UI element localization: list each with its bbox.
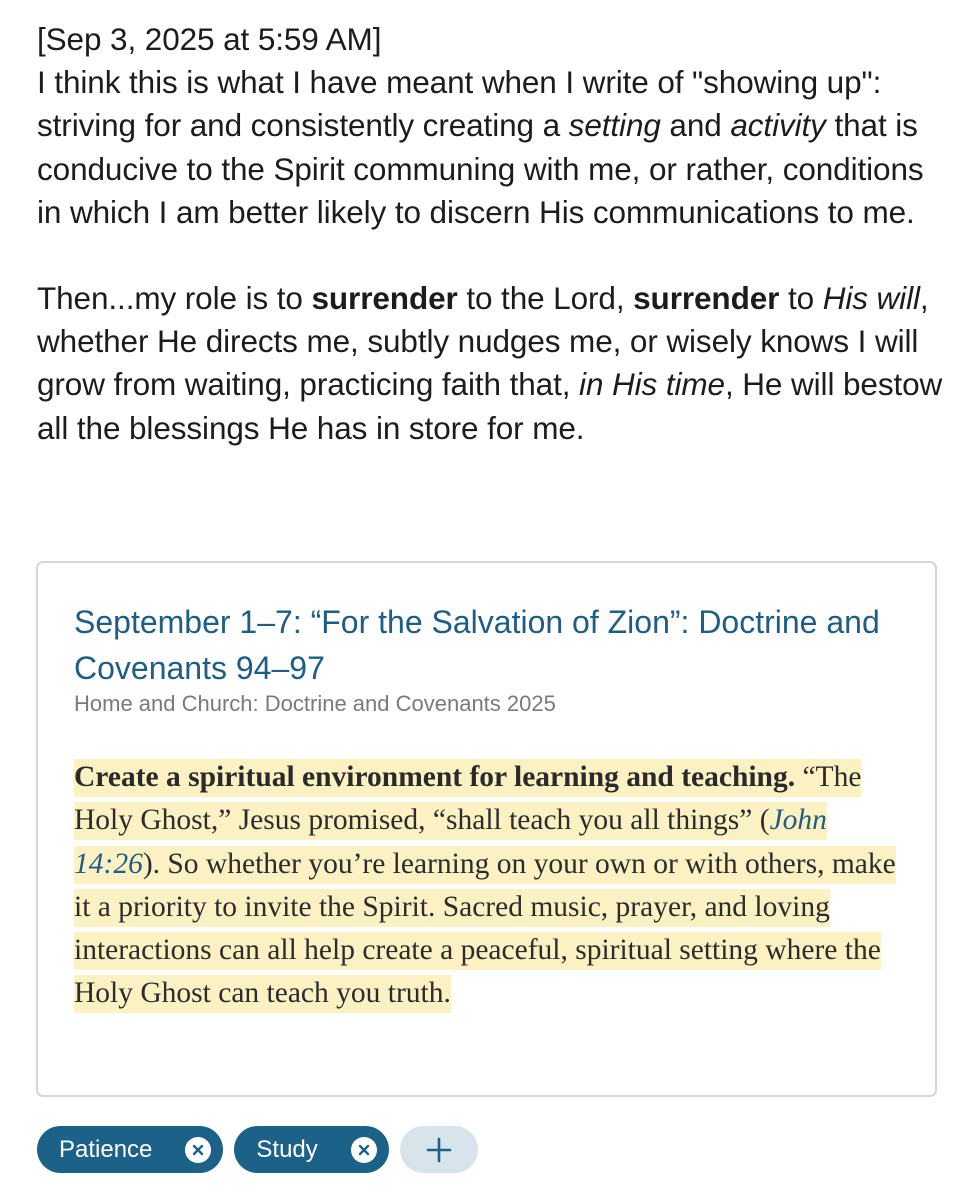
linked-content-card[interactable] <box>36 561 937 1097</box>
close-icon[interactable] <box>351 1137 377 1163</box>
close-icon[interactable] <box>185 1137 211 1163</box>
tag-label: Study <box>256 1135 318 1163</box>
scripture-link[interactable]: John 14:26 <box>74 804 827 880</box>
tag-patience[interactable] <box>37 1126 223 1173</box>
entry-timestamp: [Sep 3, 2025 at 5:59 AM] <box>37 21 382 57</box>
plus-icon <box>426 1137 452 1163</box>
card-subtitle: Home and Church: Doctrine and Covenants 2025 <box>74 691 556 716</box>
quote-highlight: Create a spiritual environment for learning and teaching. “The Holy Ghost,” Jesus promised, “shall teach you all things” (John 14:26). So whether you’re learning on your own or with others, make it a priority to invite the Spirit. Sacred music, prayer, and loving interactions can all help create a peaceful, spiritual setting where the Holy Ghost can teach you truth. <box>74 759 896 1013</box>
tag-study[interactable] <box>234 1126 388 1173</box>
tag-label: Patience <box>59 1135 153 1163</box>
tag-list <box>37 1126 478 1173</box>
journal-entry <box>37 18 949 450</box>
card-title[interactable]: September 1–7: “For the Salvation of Zion”: Doctrine and Covenants 94–97 <box>74 604 880 686</box>
highlighted-quote <box>74 756 910 1016</box>
entry-paragraph-1: I think this is what I have meant when I write of "showing up": striving for and consistently creating a setting and activity that is conducive to the Spirit communing with me, or rather, conditions in which I am better likely to discern His communications to me. <box>37 64 924 230</box>
entry-paragraph-2: Then...my role is to surrender to the Lord, surrender to His will, whether He directs me, subtly nudges me, or wisely knows I will grow from waiting, practicing faith that, in His time, He will bestow all the blessings He has in store for me. <box>37 280 943 446</box>
add-tag-button[interactable] <box>400 1126 478 1173</box>
